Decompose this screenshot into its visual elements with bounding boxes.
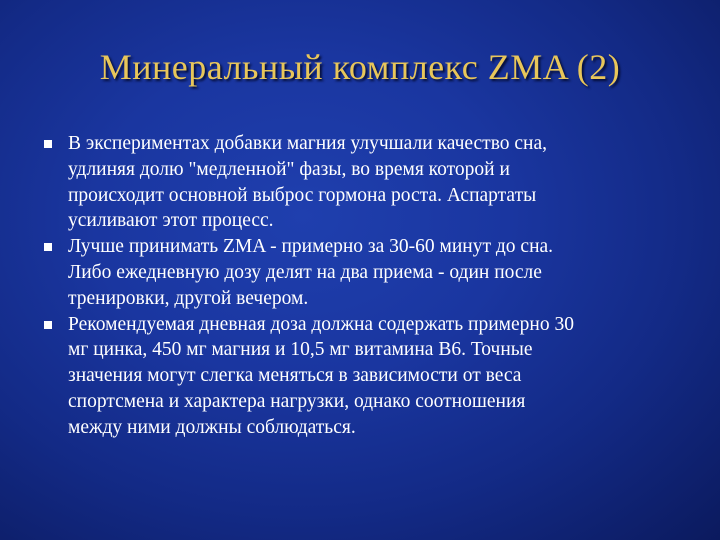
bullet-text-line: Либо ежедневную дозу делят на два приема - один после (68, 261, 542, 283)
bullet-text-line: происходит основной выброс гормона роста. Аспартаты (68, 184, 537, 206)
bullet-text-line: Рекомендуемая дневная доза должна содержать примерно 30 (68, 313, 574, 335)
bullet-item (44, 131, 684, 234)
bullet-text-line: спортсмена и характера нагрузки, однако соотношения (68, 390, 526, 412)
bullet-item (44, 312, 684, 441)
square-bullet-icon (44, 140, 52, 148)
square-bullet-icon (44, 243, 52, 251)
bullet-text-line: между ними должны соблюдаться. (68, 416, 356, 438)
square-bullet-icon (44, 321, 52, 329)
bullet-text-line: значения могут слегка меняться в зависимости от веса (68, 365, 522, 387)
slide-title: Минеральный комплекс ZMA (2) (99, 47, 621, 87)
bullet-text-line: мг цинка, 450 мг магния и 10,5 мг витамина B6. Точные (68, 339, 533, 361)
bullet-text-line: В экспериментах добавки магния улучшали качество сна, (68, 133, 548, 154)
bullet-list (44, 131, 684, 441)
bullet-item (44, 234, 684, 311)
bullet-text-line: Лучше принимать ZMA - примерно за 30-60 минут до сна. (68, 236, 554, 258)
bullet-text-line: удлиняя долю "медленной" фазы, во время которой и (68, 158, 510, 180)
bullet-text-line: тренировки, другой вечером. (68, 287, 309, 309)
bullet-text-line: усиливают этот процесс. (68, 210, 274, 232)
